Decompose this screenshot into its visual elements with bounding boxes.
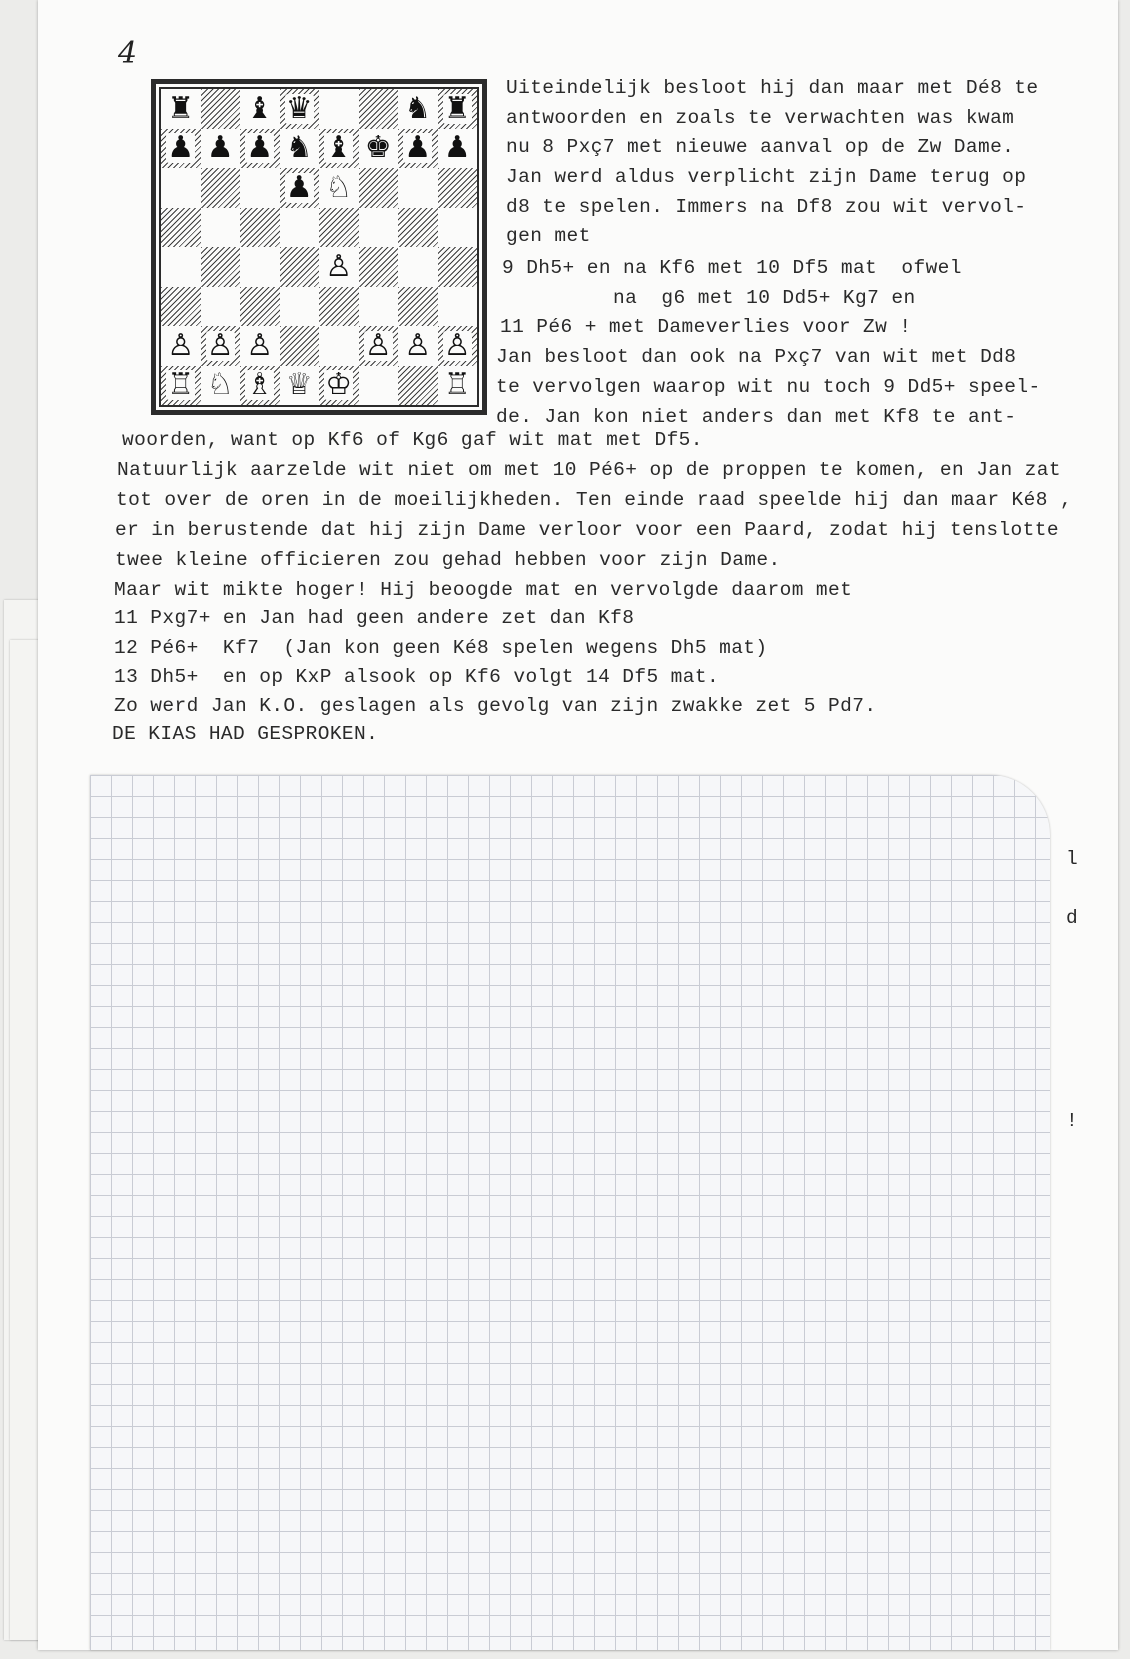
board-square: [280, 89, 320, 129]
text-line: gen met: [506, 225, 591, 247]
chess-piece: ♞: [404, 90, 432, 126]
board-square: [319, 129, 359, 169]
chess-piece: ♙: [167, 327, 195, 363]
text-line: na g6 met 10 Dd5+ Kg7 en: [613, 287, 916, 309]
board-square: [398, 129, 438, 169]
chess-piece: ♙: [246, 327, 274, 363]
text-line: DE KIAS HAD GESPROKEN.: [112, 723, 379, 745]
text-line: 9 Dh5+ en na Kf6 met 10 Df5 mat ofwel: [502, 257, 962, 279]
board-square: [201, 366, 241, 406]
chess-piece: ♟: [285, 169, 313, 205]
board-square: [280, 129, 320, 169]
board-square: [161, 89, 201, 129]
chess-piece: ♗: [246, 367, 274, 403]
board-square: [319, 366, 359, 406]
board-square: [161, 326, 201, 366]
board-square: [240, 208, 280, 248]
chess-board: [159, 87, 479, 407]
chess-piece: ♘: [206, 367, 234, 403]
board-square: [398, 89, 438, 129]
chess-diagram: [151, 79, 487, 415]
board-square: [359, 208, 399, 248]
chess-piece: ♟: [167, 130, 195, 166]
board-square: [438, 326, 478, 366]
chess-piece: ♖: [443, 367, 471, 403]
text-line: twee kleine officieren zou gehad hebben voor zijn Dame.: [115, 549, 781, 571]
board-square: [201, 208, 241, 248]
board-square: [319, 287, 359, 327]
board-square: [240, 326, 280, 366]
chess-piece: ♟: [443, 130, 471, 166]
grid-paper-overlay: [90, 775, 1050, 1650]
board-square: [280, 287, 320, 327]
board-square: [438, 129, 478, 169]
board-square: [161, 247, 201, 287]
board-square: [398, 247, 438, 287]
board-square: [319, 168, 359, 208]
board-square: [201, 89, 241, 129]
board-square: [161, 168, 201, 208]
chess-piece: ♙: [325, 248, 353, 284]
board-square: [398, 287, 438, 327]
text-line: te vervolgen waarop wit nu toch 9 Dd5+ speel-: [496, 376, 1041, 398]
board-square: [240, 129, 280, 169]
text-line: 11 Pxg7+ en Jan had geen andere zet dan Kf8: [114, 607, 635, 629]
board-square: [398, 208, 438, 248]
text-line: er in berustende dat hij zijn Dame verloor voor een Paard, zodat hij tenslotte: [115, 519, 1059, 541]
text-line: Zo werd Jan K.O. geslagen als gevolg van zijn zwakke zet 5 Pd7.: [114, 695, 877, 717]
document-page: [38, 0, 1118, 1650]
chess-piece: ♕: [285, 367, 313, 403]
chess-piece: ♟: [404, 130, 432, 166]
board-square: [319, 208, 359, 248]
board-square: [359, 89, 399, 129]
board-square: [161, 287, 201, 327]
margin-mark: !: [1066, 1110, 1078, 1132]
chess-piece: ♙: [404, 327, 432, 363]
board-square: [280, 208, 320, 248]
board-square: [319, 326, 359, 366]
board-square: [438, 89, 478, 129]
text-line: Jan besloot dan ook na Pxç7 van wit met Dd8: [496, 346, 1017, 368]
chess-piece: ♔: [325, 367, 353, 403]
board-square: [319, 247, 359, 287]
text-line: 12 Pé6+ Kf7 (Jan kon geen Ké8 spelen wegens Dh5 mat): [114, 637, 768, 659]
board-square: [201, 287, 241, 327]
board-square: [438, 287, 478, 327]
chess-piece: ♞: [285, 130, 313, 166]
chess-piece: ♝: [325, 130, 353, 166]
board-square: [240, 89, 280, 129]
page-number: 4: [118, 36, 138, 71]
margin-mark: d: [1066, 907, 1078, 929]
chess-piece: ♟: [246, 130, 274, 166]
chess-piece: ♜: [443, 90, 471, 126]
board-square: [280, 326, 320, 366]
board-square: [438, 247, 478, 287]
board-square: [359, 168, 399, 208]
board-square: [359, 326, 399, 366]
board-square: [201, 129, 241, 169]
text-line: Uiteindelijk besloot hij dan maar met Dé8 te: [506, 77, 1039, 99]
board-square: [398, 366, 438, 406]
board-square: [438, 168, 478, 208]
board-square: [438, 208, 478, 248]
board-square: [201, 168, 241, 208]
board-square: [201, 326, 241, 366]
board-square: [161, 366, 201, 406]
board-square: [398, 326, 438, 366]
text-line: 11 Pé6 + met Dameverlies voor Zw !: [500, 316, 912, 338]
margin-mark: l: [1066, 848, 1078, 870]
chess-piece: ♙: [364, 327, 392, 363]
chess-piece: ♜: [167, 90, 195, 126]
chess-piece: ♟: [206, 130, 234, 166]
board-square: [398, 168, 438, 208]
board-square: [438, 366, 478, 406]
board-square: [280, 168, 320, 208]
text-line: de. Jan kon niet anders dan met Kf8 te ant-: [496, 406, 1017, 428]
board-square: [280, 366, 320, 406]
chess-piece: ♙: [206, 327, 234, 363]
chess-piece: ♝: [246, 90, 274, 126]
board-square: [359, 247, 399, 287]
text-line: d8 te spelen. Immers na Df8 zou wit vervol-: [506, 196, 1027, 218]
board-square: [201, 247, 241, 287]
text-line: Natuurlijk aarzelde wit niet om met 10 Pé6+ op de proppen te komen, en Jan zat: [117, 459, 1061, 481]
board-square: [240, 247, 280, 287]
board-square: [319, 89, 359, 129]
text-line: tot over de oren in de moeilijkheden. Ten einde raad speelde hij dan maar Ké8 ,: [116, 489, 1073, 511]
chess-piece: ♖: [167, 367, 195, 403]
board-square: [359, 287, 399, 327]
text-line: 13 Dh5+ en op KxP alsook op Kf6 volgt 14 Df5 mat.: [114, 666, 720, 688]
board-square: [240, 168, 280, 208]
board-square: [359, 129, 399, 169]
chess-piece: ♙: [443, 327, 471, 363]
chess-piece: ♛: [285, 90, 313, 126]
chess-piece: ♚: [364, 130, 392, 166]
text-line: woorden, want op Kf6 of Kg6 gaf wit mat met Df5.: [122, 429, 703, 451]
text-line: nu 8 Pxç7 met nieuwe aanval op de Zw Dame.: [506, 136, 1015, 158]
board-square: [240, 287, 280, 327]
text-line: antwoorden en zoals te verwachten was kwam: [506, 107, 1015, 129]
text-line: Jan werd aldus verplicht zijn Dame terug op: [506, 166, 1027, 188]
text-line: Maar wit mikte hoger! Hij beoogde mat en vervolgde daarom met: [114, 579, 853, 601]
board-square: [161, 208, 201, 248]
board-square: [240, 366, 280, 406]
board-square: [280, 247, 320, 287]
chess-piece: ♘: [325, 169, 353, 205]
board-square: [161, 129, 201, 169]
board-square: [359, 366, 399, 406]
